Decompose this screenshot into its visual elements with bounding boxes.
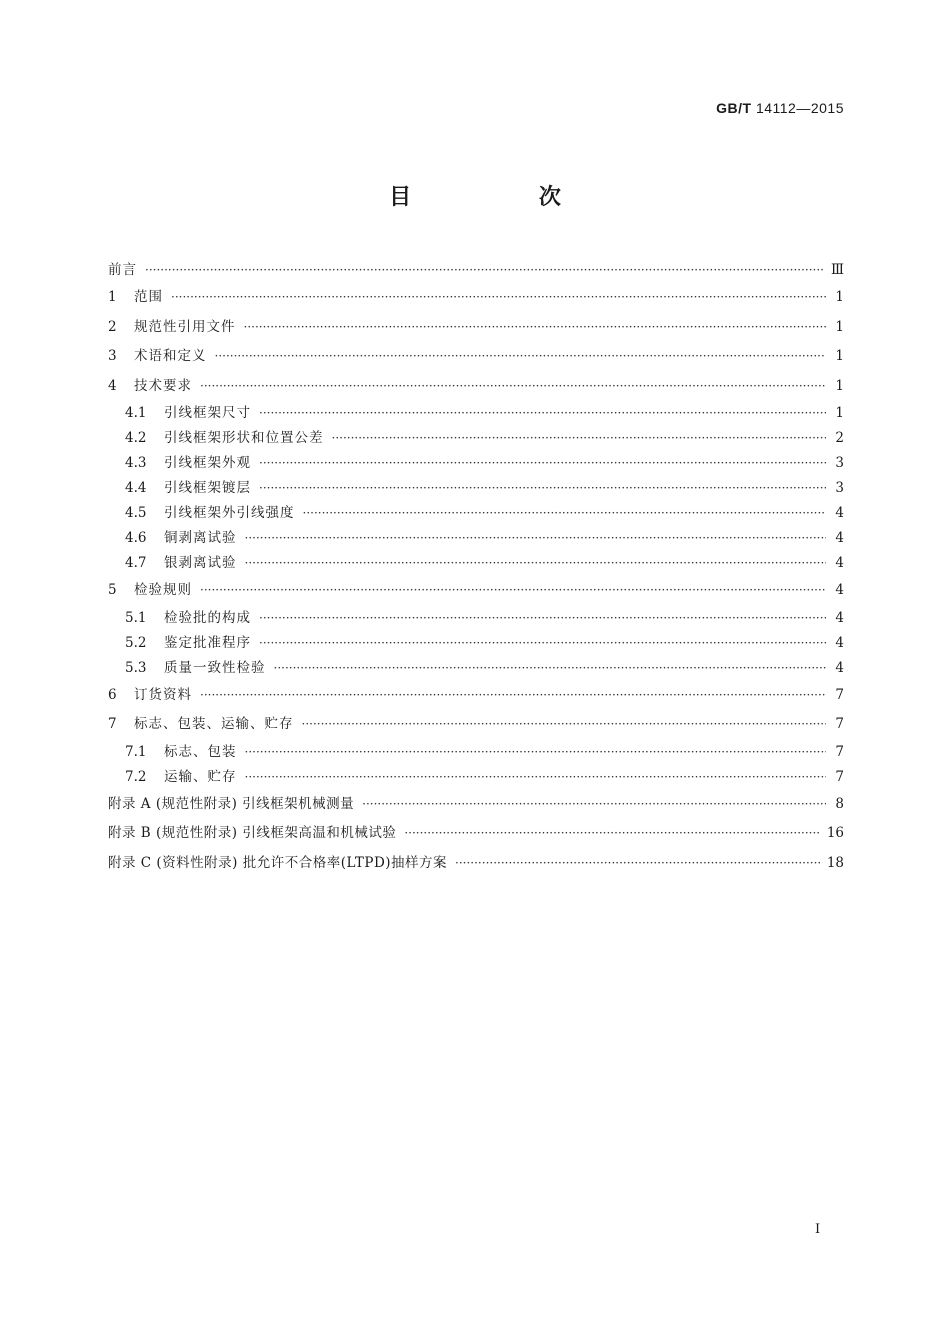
toc-entry-page: 7 [835,686,844,703]
toc-entry-label: 术语和定义 [134,348,207,364]
toc-entry-7[interactable] [108,710,844,740]
toc-entry-number: 4.1 [125,405,147,421]
standard-prefix: GB/T [716,100,752,116]
toc-entry-number: 6 [108,686,117,703]
toc-entry-number: 4.7 [125,555,147,571]
toc-entry-page: 2 [835,430,844,446]
toc-entry-5-3[interactable] [108,656,844,681]
toc-entry-label: 范围 [134,289,163,305]
toc-entry-page: 1 [835,377,844,394]
toc-entry-label: 质量一致性检验 [164,659,266,676]
toc-entry-page: 3 [835,480,844,496]
toc-entry-page: 7 [835,743,844,760]
toc-entry-7-2[interactable] [108,765,844,790]
toc-entry-6[interactable] [108,681,844,711]
toc-entry-foreword[interactable] [108,258,844,283]
toc-entry-4-6[interactable] [108,526,844,551]
toc-entry-4[interactable] [108,372,844,402]
toc-entry-label: 引线框架镀层 [164,480,251,496]
toc-entry-label: 附录 B (规范性附录) 引线框架高温和机械试验 [108,825,397,841]
toc-entry-page: 4 [835,609,844,626]
toc-entry-7-1[interactable] [108,740,844,765]
toc-entry-page: 16 [826,825,844,841]
toc-entry-page: 4 [835,505,844,521]
toc-entry-page: Ⅲ [830,262,844,278]
toc-entry-number: 2 [108,318,117,335]
toc-entry-label: 技术要求 [134,377,192,394]
standard-code [716,100,844,116]
toc-entry-label: 订货资料 [134,686,192,703]
toc-entry-number: 4.5 [125,505,147,521]
toc-entry-page: 7 [835,716,844,732]
toc-entry-number: 5.3 [125,659,147,676]
toc-entry-number: 5 [108,582,117,598]
toc-entry-label: 标志、包装、运输、贮存 [134,716,294,732]
table-of-contents [108,258,844,878]
toc-entry-label: 运输、贮存 [164,768,237,785]
toc-entry-label: 银剥离试验 [164,555,237,571]
toc-entry-label: 引线框架外引线强度 [164,505,295,521]
toc-entry-4-4[interactable] [108,476,844,501]
toc-entry-5[interactable] [108,576,844,606]
toc-entry-4-2[interactable] [108,426,844,451]
page-title: 目 次 [389,185,621,210]
toc-entry-label: 检验规则 [134,582,192,598]
toc-entry-label: 前言 [108,262,137,278]
toc-entry-page: 1 [835,348,844,364]
toc-entry-3[interactable] [108,342,844,372]
toc-entry-number: 5.1 [125,609,147,626]
toc-entry-2[interactable] [108,313,844,343]
toc-entry-page: 4 [835,634,844,651]
toc-entry-page: 4 [835,555,844,571]
toc-entry-appendix-a[interactable] [108,790,844,820]
toc-entry-label: 附录 A (规范性附录) 引线框架机械测量 [108,795,355,812]
toc-entry-label: 引线框架尺寸 [164,405,251,421]
toc-entry-number: 3 [108,348,117,364]
toc-entry-4-3[interactable] [108,451,844,476]
toc-entry-number: 1 [108,289,117,305]
toc-entry-4-7[interactable] [108,551,844,576]
toc-entry-label: 检验批的构成 [164,609,251,626]
toc-entry-number: 5.2 [125,634,147,651]
toc-entry-page: 4 [835,582,844,598]
toc-entry-number: 7.2 [125,768,147,785]
toc-entry-label: 鉴定批准程序 [164,634,251,651]
toc-entry-4-1[interactable] [108,401,844,426]
toc-entry-page: 4 [835,530,844,546]
toc-entry-label: 引线框架外观 [164,455,251,471]
toc-entry-appendix-b[interactable] [108,819,844,849]
toc-entry-page: 1 [835,318,844,335]
toc-entry-4-5[interactable] [108,501,844,526]
toc-entry-label: 规范性引用文件 [134,318,236,335]
toc-entry-page: 7 [835,768,844,785]
toc-entry-number: 7 [108,716,117,732]
toc-entry-number: 4.3 [125,455,147,471]
toc-entry-number: 7.1 [125,743,147,760]
toc-entry-label: 引线框架形状和位置公差 [164,430,324,446]
toc-entry-page: 1 [835,289,844,305]
toc-entry-number: 4.6 [125,530,147,546]
toc-entry-number: 4.4 [125,480,147,496]
toc-entry-page: 18 [826,854,844,871]
toc-entry-page: 4 [835,659,844,676]
toc-entry-1[interactable] [108,283,844,313]
toc-entry-page: 3 [835,455,844,471]
toc-entry-label: 铜剥离试验 [164,530,237,546]
toc-entry-page: 8 [835,795,844,812]
toc-entry-appendix-c[interactable] [108,849,844,879]
toc-entry-label: 附录 C (资料性附录) 批允许不合格率(LTPD)抽样方案 [108,854,448,871]
standard-number: 14112—2015 [755,100,844,116]
toc-entry-page: 1 [835,405,844,421]
page-number: I [815,1222,821,1237]
toc-entry-number: 4.2 [125,430,147,446]
toc-entry-number: 4 [108,377,117,394]
toc-entry-5-1[interactable] [108,606,844,631]
toc-entry-label: 标志、包装 [164,743,237,760]
toc-entry-5-2[interactable] [108,631,844,656]
